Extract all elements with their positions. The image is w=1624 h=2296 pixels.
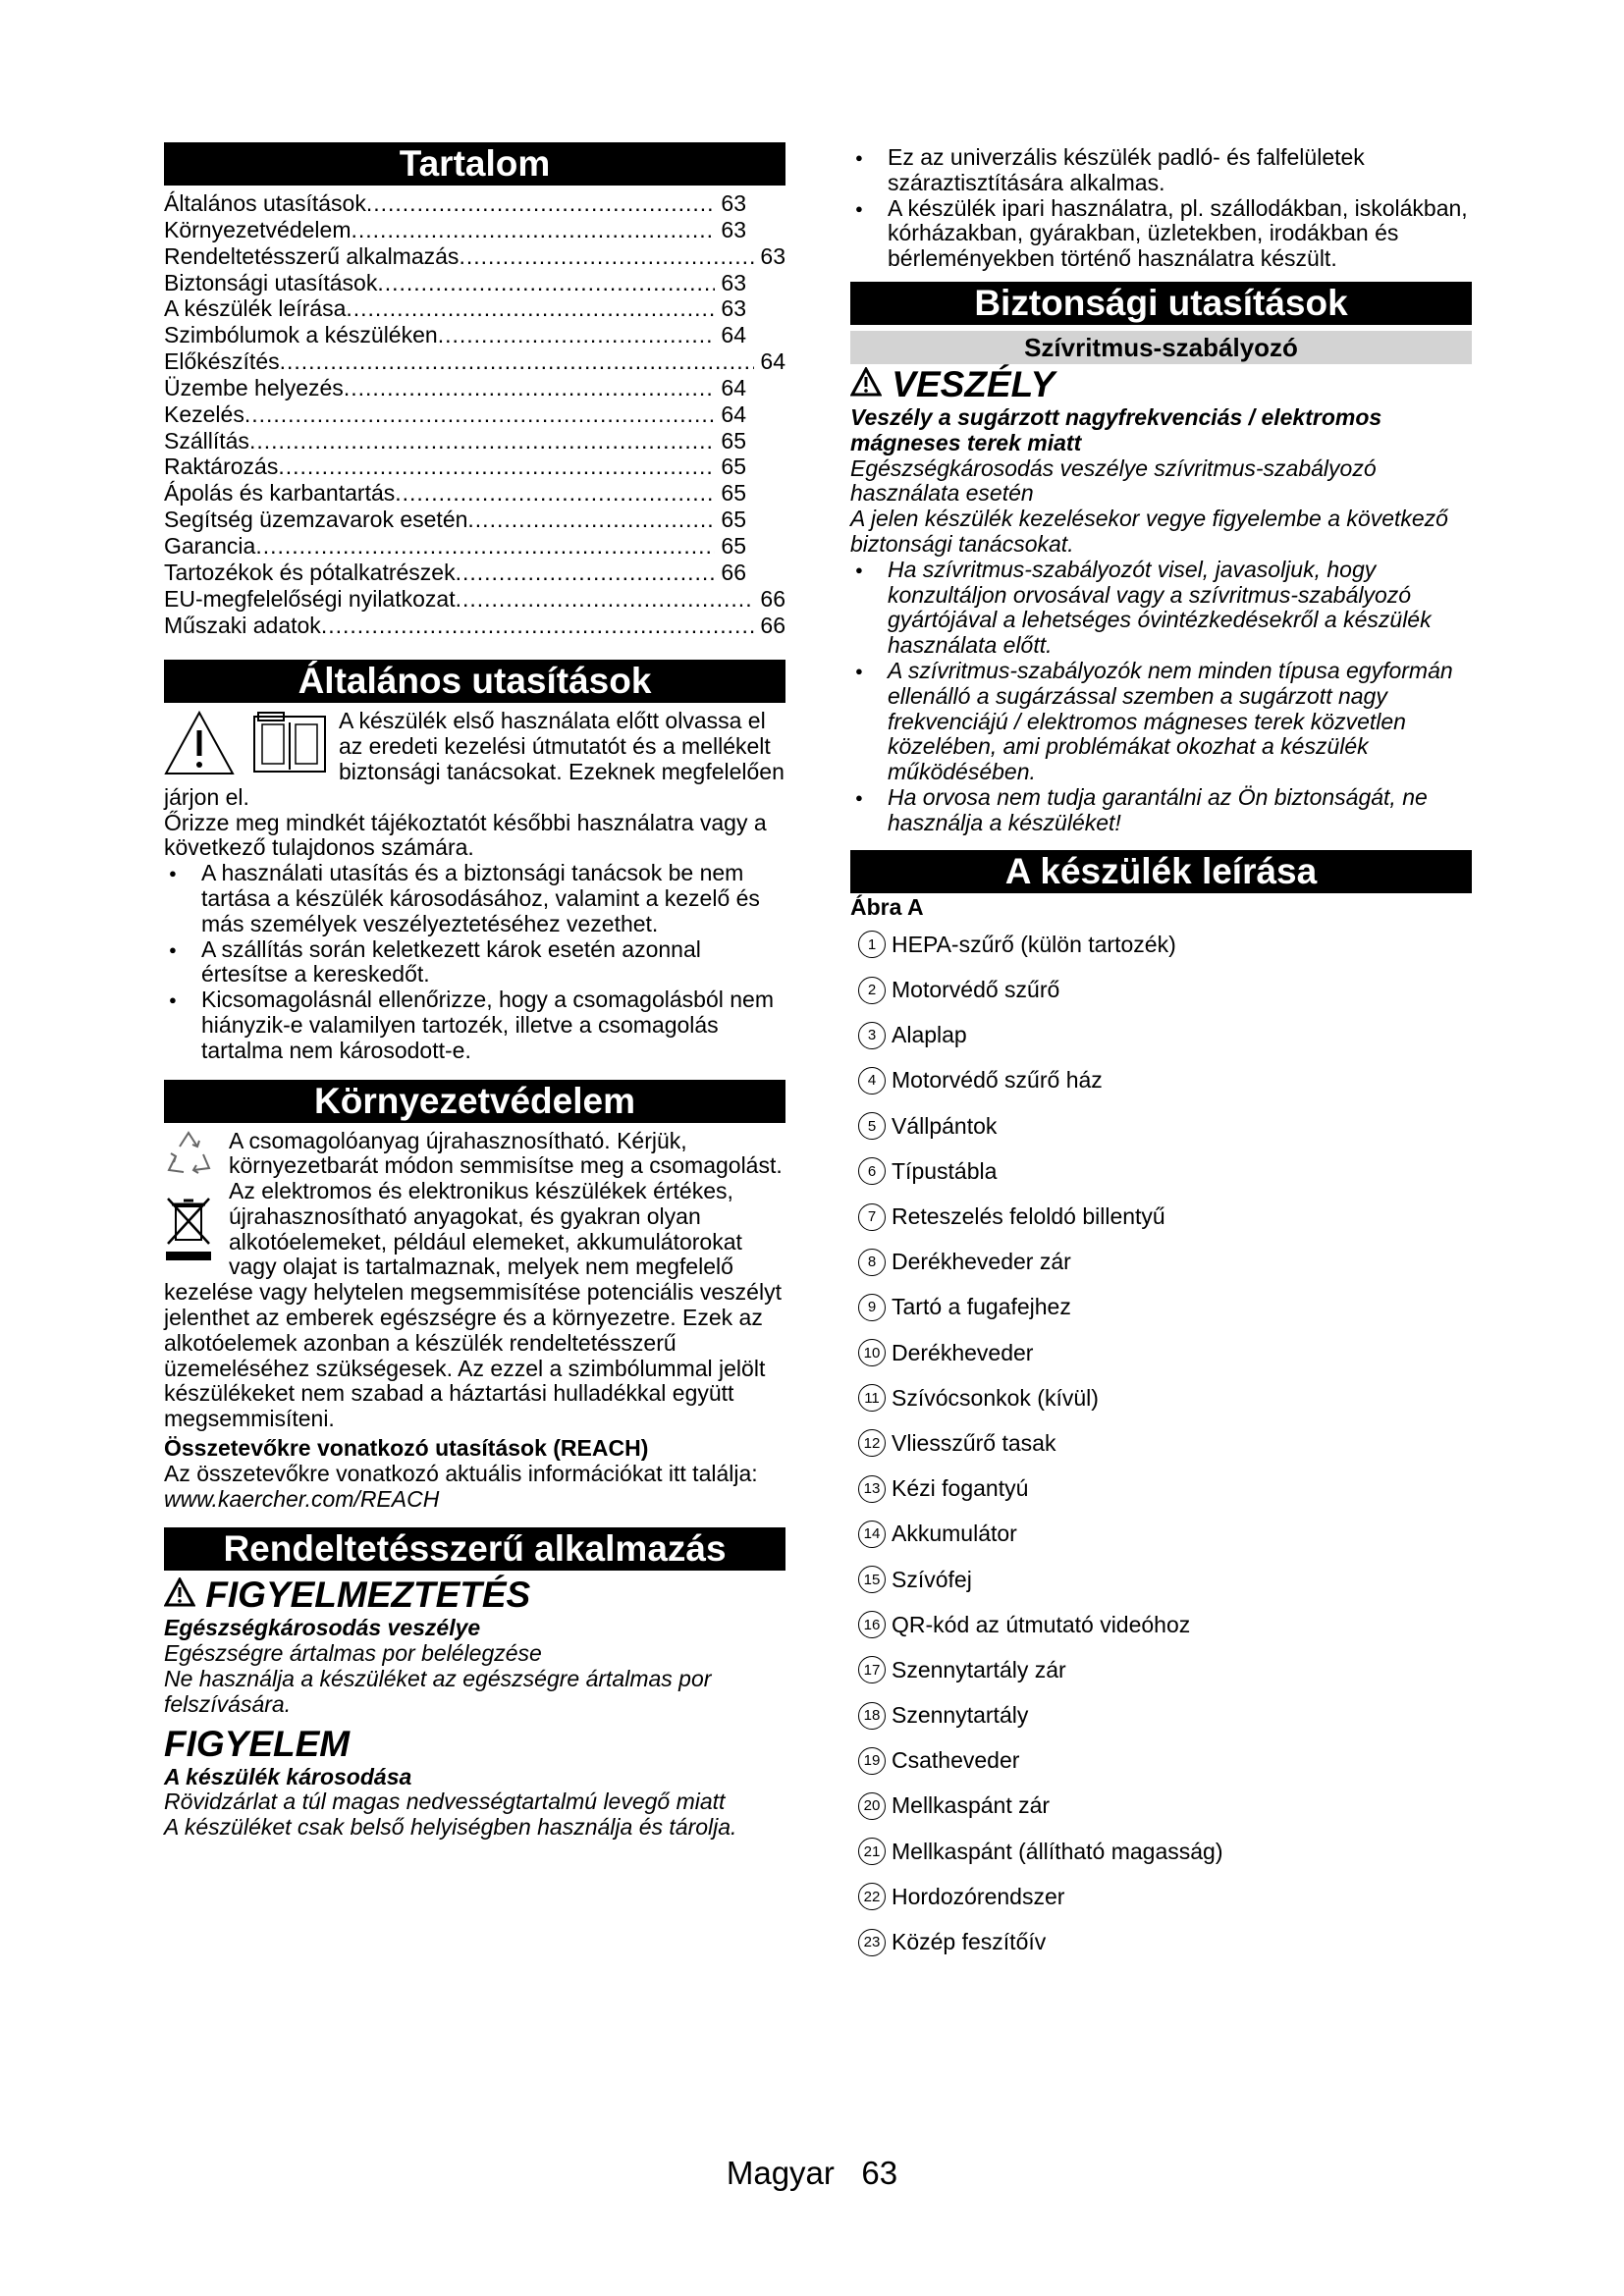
general-keep: Őrizze meg mindkét tájékoztatót későbbi használatra vagy a következő tulajdonos számára. <box>164 809 767 861</box>
safety-subheading: Szívritmus-szabályozó <box>850 331 1472 364</box>
page-number: 63 <box>861 2155 898 2191</box>
list-item: ● A használati utasítás és a biztonsági tanácsok be nem tartása a készülék károsodásához, valamint a kezelő és más személyek veszélyeztetéséhez vezethet. <box>164 861 785 936</box>
warning-line-2: Ne használja a készüléket az egészségre ártalmas por felszívására. <box>164 1666 712 1717</box>
item-number: 2 <box>858 977 886 1004</box>
toc-entry[interactable]: Szimbólumok a készüléken ..... 64 <box>164 322 785 348</box>
list-item: 23 Közép feszítőív <box>850 1919 1472 1964</box>
list-item: ● A készülék ipari használatra, pl. szállodákban, iskolákban, kórházakban, gyárakban, üzletekben, irodákban és bérleményekben történő használatra készült. <box>850 196 1472 272</box>
list-item: 1 HEPA-szűrő (külön tartozék) <box>850 922 1472 967</box>
toc-entry[interactable]: Általános utasítások ..... 63 <box>164 190 785 217</box>
item-number: 21 <box>858 1838 886 1865</box>
list-item: 12 Vliesszűrő tasak <box>850 1420 1472 1466</box>
toc-entry[interactable]: Garancia ..... 65 <box>164 533 785 560</box>
safety-bullet-list <box>850 558 1472 836</box>
item-number: 20 <box>858 1792 886 1820</box>
danger-line-2: A jelen készülék kezelésekor vegye figyelembe a következő biztonsági tanácsokat. <box>850 506 1448 557</box>
reach-text: Az összetevőkre vonatkozó aktuális információkat itt találja: <box>164 1460 758 1486</box>
toc-entry[interactable]: Tartozékok és pótalkatrészek ..... 66 <box>164 560 785 586</box>
item-number: 17 <box>858 1656 886 1683</box>
list-item: 18 Szennytartály <box>850 1693 1472 1738</box>
general-heading: Általános utasítások <box>164 660 785 703</box>
general-icons <box>164 709 329 784</box>
figure-label: Ábra A <box>850 893 924 920</box>
warning-triangle-icon <box>850 364 892 404</box>
toc-entry[interactable]: A készülék leírása ..... 63 <box>164 295 785 322</box>
warning-triangle-icon <box>164 1575 205 1615</box>
intended-use-bullet-list <box>850 145 1472 272</box>
toc-entry[interactable]: Biztonsági utasítások ..... 63 <box>164 270 785 296</box>
item-number: 16 <box>858 1611 886 1638</box>
page-footer <box>0 2155 1624 2192</box>
item-number: 5 <box>858 1112 886 1140</box>
safety-section <box>850 364 1472 836</box>
item-number: 22 <box>858 1883 886 1910</box>
list-item: 13 Kézi fogantyú <box>850 1467 1472 1512</box>
toc-entry[interactable]: EU-megfelelőségi nyilatkozat ..... 66 <box>164 586 785 613</box>
item-number: 3 <box>858 1022 886 1049</box>
item-number: 7 <box>858 1203 886 1231</box>
weee-text: Az elektromos és elektronikus készülékek értékes, újrahasznosítható anyagokat, és gyakran olyan alkotóelemeket, például elemeket, akkumulátorokat vagy olajat is tartalmaznak, melyek nem megfelelő kezelése vagy helytelen megsemmisítése potenciális veszélyt jelenthet az emberek egészségre és a környezetre. Ezek az alkotóelemek azonban a készülék rendeltetésszerű üzemeléséhez szükségesek. Az ezzel a szimbólummal jelölt készülékeket nem szabad a háztartási hulladékkal együtt megsemmisíteni. <box>164 1178 782 1432</box>
list-item: 3 Alaplap <box>850 1013 1472 1058</box>
list-item: 20 Mellkaspánt zár <box>850 1784 1472 1829</box>
list-item: 15 Szívófej <box>850 1557 1472 1602</box>
warning-label: FIGYELMEZTETÉS <box>164 1575 785 1616</box>
item-number: 12 <box>858 1429 886 1457</box>
table-of-contents <box>164 190 785 638</box>
warning-manual-icon <box>164 709 329 779</box>
caution-label: FIGYELEM <box>164 1723 351 1764</box>
device-heading: A készülék leírása <box>850 850 1472 893</box>
item-number: 15 <box>858 1566 886 1593</box>
list-item: 8 Derékheveder zár <box>850 1240 1472 1285</box>
list-item: 2 Motorvédő szűrő <box>850 968 1472 1013</box>
list-item: ● Ha szívritmus-szabályozót visel, javasoljuk, hogy konzultáljon orvosával vagy a szívritmus-szabályozó gyártójával a lehetséges óvintézkedésekről a készülék használata előtt. <box>850 558 1472 659</box>
list-item: 4 Motorvédő szűrő ház <box>850 1058 1472 1103</box>
list-item: 14 Akkumulátor <box>850 1512 1472 1557</box>
reach-title: Összetevőkre vonatkozó utasítások (REACH) <box>164 1435 649 1462</box>
list-item: 7 Reteszelés feloldó billentyű <box>850 1194 1472 1239</box>
environment-icons <box>164 1129 219 1268</box>
safety-heading: Biztonsági utasítások <box>850 282 1472 325</box>
danger-line-1: Egészségkárosodás veszélye szívritmus-szabályozó használata esetén <box>850 454 1377 507</box>
item-number: 8 <box>858 1249 886 1276</box>
left-column <box>164 142 785 1841</box>
toc-entry[interactable]: Raktározás ..... 65 <box>164 454 785 480</box>
list-item: ● Ha orvosa nem tudja garantálni az Ön biztonságát, ne használja a készüléket! <box>850 785 1472 836</box>
caution-subtitle: A készülék károsodása <box>164 1763 412 1789</box>
reach-paragraph <box>164 1462 785 1513</box>
reach-link[interactable]: www.kaercher.com/REACH <box>164 1485 440 1512</box>
item-number: 14 <box>858 1521 886 1548</box>
device-parts-list <box>850 922 1472 1964</box>
toc-entry[interactable]: Rendeltetésszerű alkalmazás ..... 63 <box>164 243 785 270</box>
toc-entry[interactable]: Műszaki adatok ..... 66 <box>164 613 785 639</box>
footer-language: Magyar <box>726 2155 835 2191</box>
toc-entry[interactable]: Kezelés ..... 64 <box>164 401 785 428</box>
item-number: 1 <box>858 931 886 958</box>
item-number: 19 <box>858 1747 886 1775</box>
list-item: 21 Mellkaspánt (állítható magasság) <box>850 1829 1472 1874</box>
general-intro: A készülék első használata előtt olvassa el az eredeti kezelési útmutatót és a mellékelt biztonsági tanácsokat. Ezeknek megfelelően járjon el. <box>164 708 785 810</box>
item-number: 10 <box>858 1339 886 1366</box>
item-number: 18 <box>858 1702 886 1730</box>
list-item: 19 Csatheveder <box>850 1738 1472 1784</box>
item-number: 13 <box>858 1475 886 1503</box>
intended-use-section <box>164 1575 785 1841</box>
list-item: ● A szívritmus-szabályozók nem minden típusa egyformán ellenálló a sugárzással szemben a sugárzott nagy frekvenciájú / elektromos mágneses terek közvetlen közelében, ami problémákat okozhat a készülék működésében. <box>850 659 1472 785</box>
list-item: 17 Szennytartály zár <box>850 1647 1472 1692</box>
list-item: 22 Hordozórendszer <box>850 1874 1472 1919</box>
list-item: ● Kicsomagolásnál ellenőrizze, hogy a csomagolásból nem hiányzik-e valamilyen tartozék, illetve a csomagolás tartalma nem károsodott-e. <box>164 988 785 1063</box>
toc-entry[interactable]: Üzembe helyezés ..... 64 <box>164 375 785 401</box>
toc-entry[interactable]: Ápolás és karbantartás ..... 65 <box>164 480 785 507</box>
warning-line-1: Egészségre ártalmas por belélegzése <box>164 1640 542 1667</box>
item-number: 4 <box>858 1067 886 1095</box>
intended-use-heading: Rendeltetésszerű alkalmazás <box>164 1527 785 1571</box>
item-number: 9 <box>858 1294 886 1321</box>
right-column <box>850 145 1472 1965</box>
list-item: 9 Tartó a fugafejhez <box>850 1285 1472 1330</box>
list-item: 5 Vállpántok <box>850 1103 1472 1148</box>
toc-heading: Tartalom <box>164 142 785 186</box>
toc-entry[interactable]: Segítség üzemzavarok esetén ..... 65 <box>164 507 785 533</box>
toc-entry[interactable]: Szállítás ..... 65 <box>164 428 785 454</box>
item-number: 11 <box>858 1384 886 1412</box>
item-number: 23 <box>858 1929 886 1956</box>
recycle-text: A csomagolóanyag újrahasznosítható. Kérjük, környezetbarát módon semmisítse meg a csomagolást. <box>229 1127 783 1179</box>
list-item: 6 Típustábla <box>850 1148 1472 1194</box>
general-bullet-list <box>164 861 785 1063</box>
toc-entry[interactable]: Környezetvédelem ..... 63 <box>164 217 785 243</box>
list-item: 10 Derékheveder <box>850 1330 1472 1375</box>
environment-section <box>164 1129 785 1513</box>
danger-label: VESZÉLY <box>850 364 1472 405</box>
caution-line-2: A készüléket csak belső helyiségben használja és tárolja. <box>164 1814 737 1841</box>
toc-entry[interactable]: Előkészítés ..... 64 <box>164 348 785 375</box>
crossed-bin-icon <box>164 1193 213 1263</box>
warning-subtitle: Egészségkárosodás veszélye <box>164 1615 481 1641</box>
recycle-icon <box>164 1129 213 1180</box>
item-number: 6 <box>858 1157 886 1185</box>
danger-subtitle: Veszély a sugárzott nagyfrekvenciás / elektromos mágneses terek miatt <box>850 403 1382 455</box>
list-item: 16 QR-kód az útmutató videóhoz <box>850 1602 1472 1647</box>
list-item: ● A szállítás során keletkezett károk esetén azonnal értesítse a kereskedőt. <box>164 937 785 988</box>
caution-line-1: Rövidzárlat a túl magas nedvességtartalmú levegő miatt <box>164 1789 726 1815</box>
list-item: 11 Szívócsonkok (kívül) <box>850 1375 1472 1420</box>
environment-heading: Környezetvédelem <box>164 1080 785 1123</box>
list-item: ● Ez az univerzális készülék padló- és falfelületek száraztisztítására alkalmas. <box>850 145 1472 196</box>
general-section <box>164 709 785 1063</box>
